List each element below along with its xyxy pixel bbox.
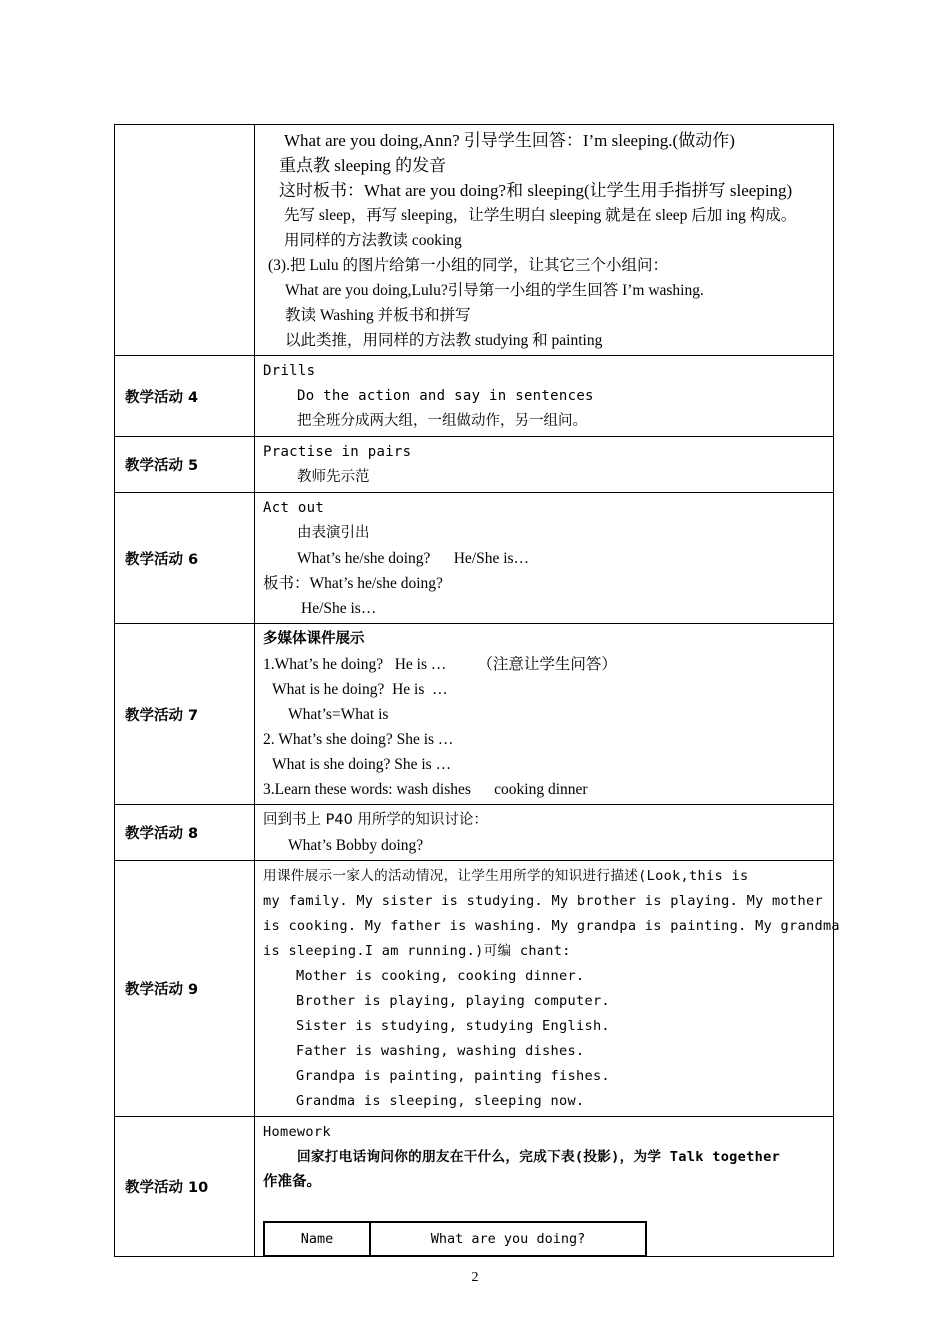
text-line: What is she doing? She is …: [272, 756, 452, 773]
row-content: [255, 624, 834, 805]
text-line: What is he doing? He is …: [272, 681, 448, 698]
text-line: 由表演引出: [297, 525, 370, 541]
text-line: 以此类推，用同样的方法教 studying 和 painting: [285, 332, 603, 349]
row-label: 教学活动 4: [115, 356, 255, 437]
text-line: 这时板书：What are you doing?和 sleeping(让学生用手指拼写 sleeping): [279, 181, 793, 200]
text-line: 3.Learn these words: wash dishes cooking dinner: [263, 781, 588, 798]
table-row: [115, 1117, 834, 1257]
text-line: 教师先示范: [297, 469, 370, 485]
row-content: [255, 493, 834, 624]
lesson-plan-table: [114, 124, 840, 1257]
text-line: is cooking. My father is washing. My grandpa is painting. My grandma: [263, 918, 840, 934]
text-line: Mother is cooking, cooking dinner.: [296, 968, 585, 984]
text-line: Drills: [263, 363, 316, 379]
table-row: [115, 861, 834, 1117]
text-line: Sister is studying, studying English.: [296, 1018, 610, 1034]
text-line: 用课件展示一家人的活动情况，让学生用所学的知识进行描述(Look,this is: [263, 868, 749, 884]
text-line: Father is washing, washing dishes.: [296, 1043, 585, 1059]
row-content: [255, 1117, 834, 1257]
text-line: 教读 Washing 并板书和拼写: [285, 307, 471, 324]
text-line: Practise in pairs: [263, 444, 412, 460]
table-row: [115, 125, 834, 356]
row-label: 教学活动 8: [115, 805, 255, 861]
text-line: What’s Bobby doing?: [288, 837, 424, 854]
table-row: [115, 624, 834, 805]
row-content: [255, 125, 834, 356]
text-line: 重点教 sleeping 的发音: [279, 156, 447, 175]
text-line: 作准备。: [263, 1174, 321, 1190]
table-row: [115, 805, 834, 861]
text-line: Grandma is sleeping, sleeping now.: [296, 1093, 585, 1109]
row-content: [255, 805, 834, 861]
text-line: What are you doing,Ann? 引导学生回答：I’m sleeping.(做动作): [284, 131, 735, 150]
text-line: 用同样的方法教读 cooking: [284, 232, 462, 249]
table-header-doing: What are you doing?: [370, 1222, 646, 1256]
row-content: [255, 437, 834, 493]
text-line: Homework: [263, 1124, 331, 1140]
text-line: 2. What’s she doing? She is …: [263, 731, 454, 748]
table-header-name: Name: [264, 1222, 370, 1256]
row-label: 教学活动 10: [115, 1117, 255, 1257]
text-line: my family. My sister is studying. My brother is playing. My mother: [263, 893, 823, 909]
row-label: 教学活动 9: [115, 861, 255, 1117]
text-line: 板书：What’s he/she doing?: [263, 575, 443, 592]
text-line: 多媒体课件展示: [263, 631, 365, 647]
row-content: [255, 356, 834, 437]
table-row: [115, 356, 834, 437]
text-line: (3).把 Lulu 的图片给第一小组的同学，让其它三个小组问：: [268, 257, 668, 274]
text-line: 把全班分成两大组，一组做动作，另一组问。: [297, 413, 587, 429]
text-line: What are you doing,Lulu?引导第一小组的学生回答 I’m washing.: [285, 282, 704, 299]
text-line: 先写 sleep，再写 sleeping，让学生明白 sleeping 就是在 sleep 后加 ing 构成。: [284, 207, 797, 224]
text-line: Grandpa is painting, painting fishes.: [296, 1068, 610, 1084]
text-line: 回家打电话询问你的朋友在干什么，完成下表(投影)，为学 Talk together: [297, 1149, 781, 1165]
text-line: is sleeping.I am running.)可编 chant:: [263, 943, 571, 959]
row-label: 教学活动 7: [115, 624, 255, 805]
text-line: 1.What’s he doing? He is … （注意让学生问答）: [263, 656, 617, 673]
row-content: [255, 861, 840, 1117]
text-line: He/She is…: [301, 600, 377, 617]
text-line: 回到书上 P40 用所学的知识讨论：: [263, 812, 488, 828]
text-line: Brother is playing, playing computer.: [296, 993, 610, 1009]
text-line: Act out: [263, 500, 325, 516]
text-line: What’s=What is: [288, 706, 389, 723]
homework-table: [263, 1221, 647, 1257]
table-row: [115, 437, 834, 493]
row-label: 教学活动 6: [115, 493, 255, 624]
text-line: Do the action and say in sentences: [297, 388, 594, 404]
row-label: [115, 125, 255, 356]
text-line: What’s he/she doing? He/She is…: [297, 550, 530, 567]
table-row: [264, 1222, 646, 1256]
table-row: [115, 493, 834, 624]
row-label: 教学活动 5: [115, 437, 255, 493]
page-number: 2: [471, 1270, 479, 1285]
